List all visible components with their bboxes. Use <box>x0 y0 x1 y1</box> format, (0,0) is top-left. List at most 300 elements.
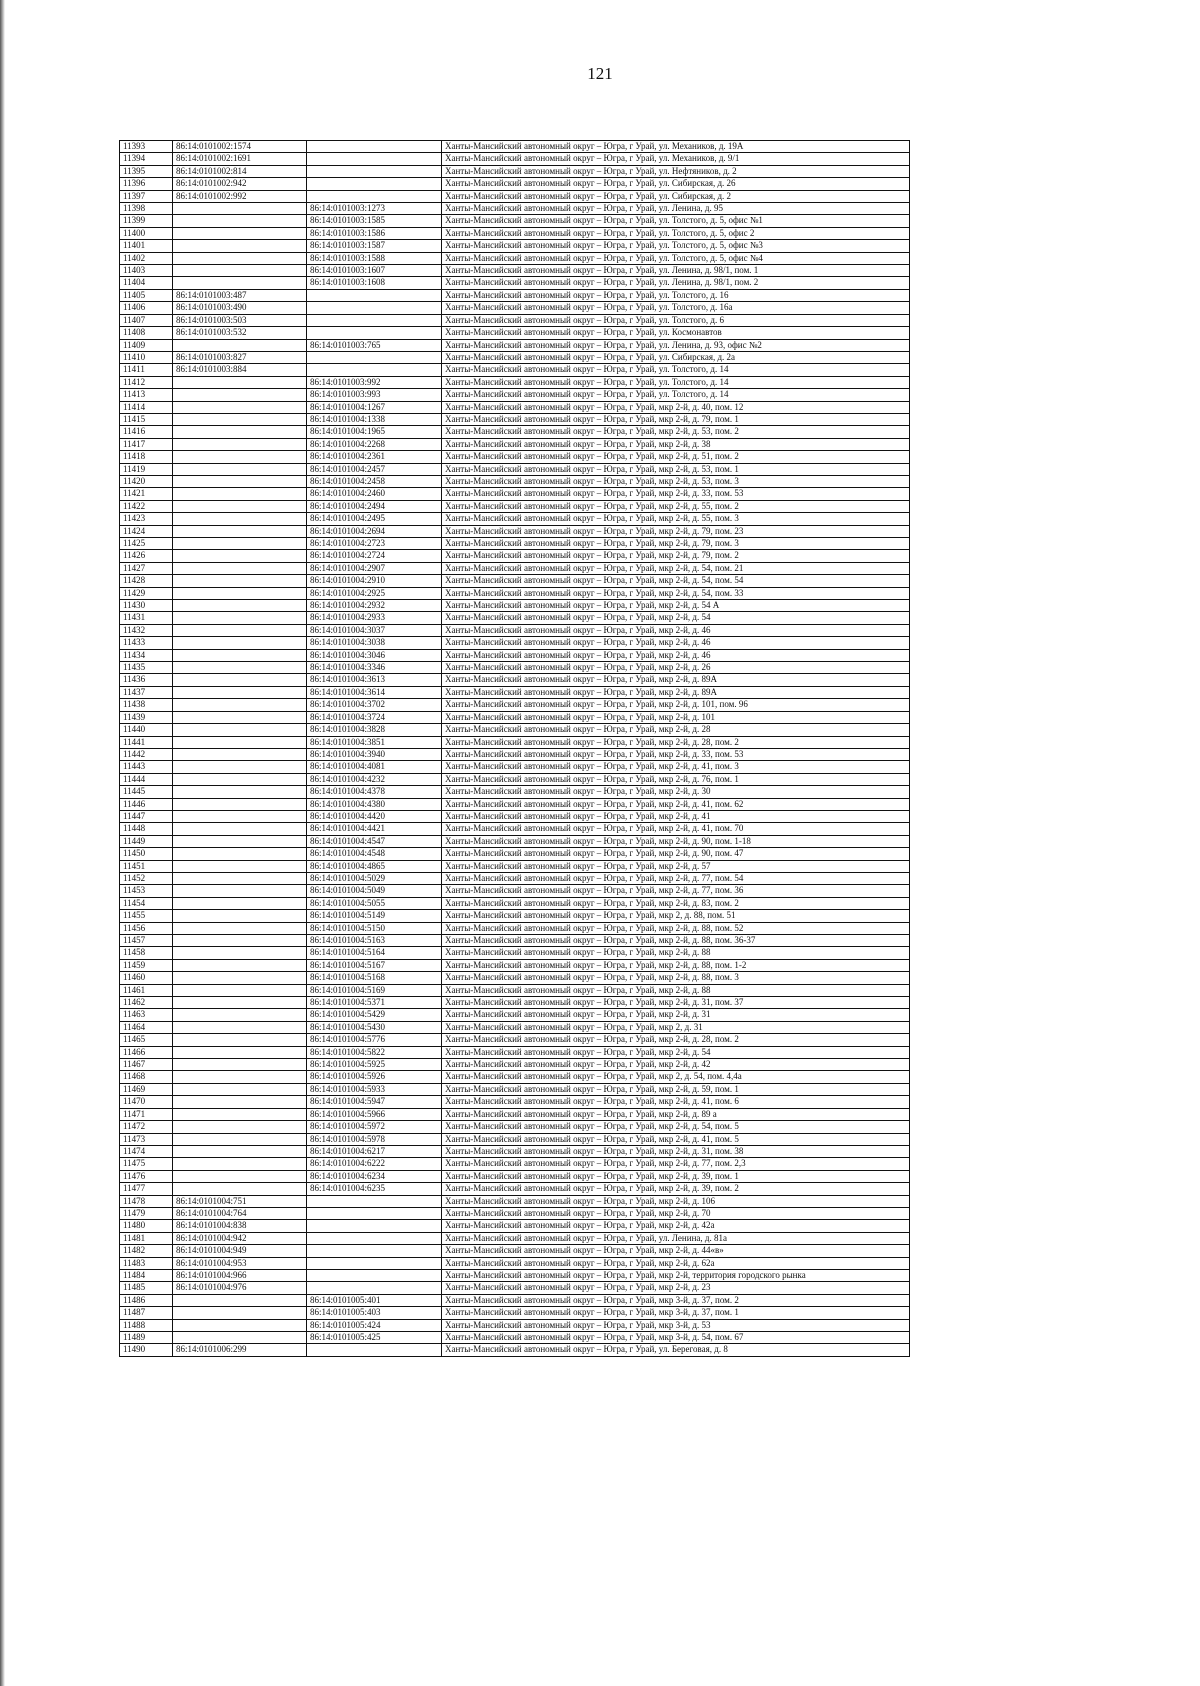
row-number-cell: 11472 <box>120 1121 173 1133</box>
table-row <box>120 389 910 401</box>
row-number-cell: 11486 <box>120 1294 173 1306</box>
row-number-cell: 11415 <box>120 413 173 425</box>
table-row <box>120 959 910 971</box>
table-row <box>120 525 910 537</box>
premises-cadastral-number-cell: 86:14:0101003:1586 <box>307 227 442 239</box>
premises-cadastral-number-cell <box>307 1269 442 1281</box>
row-number-cell: 11424 <box>120 525 173 537</box>
land-cadastral-number-cell: 86:14:0101002:942 <box>173 178 307 190</box>
table-row <box>120 947 910 959</box>
row-number-cell: 11469 <box>120 1083 173 1095</box>
row-number-cell: 11432 <box>120 624 173 636</box>
premises-cadastral-number-cell: 86:14:0101004:5163 <box>307 935 442 947</box>
premises-cadastral-number-cell: 86:14:0101003:1585 <box>307 215 442 227</box>
address-cell: Ханты-Мансийский автономный округ – Югра, г Урай, ул. Толстого, д. 5, офис 2 <box>442 227 910 239</box>
table-row <box>120 327 910 339</box>
land-cadastral-number-cell <box>173 736 307 748</box>
row-number-cell: 11461 <box>120 984 173 996</box>
address-cell: Ханты-Мансийский автономный округ – Югра, г Урай, мкр 2-й, д. 54, пом. 33 <box>442 587 910 599</box>
premises-cadastral-number-cell: 86:14:0101003:1587 <box>307 240 442 252</box>
address-cell: Ханты-Мансийский автономный округ – Югра, г Урай, мкр 2-й, д. 53, пом. 2 <box>442 426 910 438</box>
address-cell: Ханты-Мансийский автономный округ – Югра, г Урай, мкр 2-й, д. 54 <box>442 612 910 624</box>
address-cell: Ханты-Мансийский автономный округ – Югра, г Урай, мкр 2-й, д. 79, пом. 23 <box>442 525 910 537</box>
address-cell: Ханты-Мансийский автономный округ – Югра, г Урай, мкр 2-й, д. 55, пом. 3 <box>442 513 910 525</box>
address-cell: Ханты-Мансийский автономный округ – Югра, г Урай, мкр 2-й, д. 90, пом. 47 <box>442 848 910 860</box>
table-row <box>120 624 910 636</box>
land-cadastral-number-cell <box>173 525 307 537</box>
address-cell: Ханты-Мансийский автономный округ – Югра, г Урай, ул. Толстого, д. 5, офис №4 <box>442 252 910 264</box>
row-number-cell: 11406 <box>120 302 173 314</box>
address-cell: Ханты-Мансийский автономный округ – Югра, г Урай, ул. Толстого, д. 16 <box>442 289 910 301</box>
row-number-cell: 11430 <box>120 600 173 612</box>
address-cell: Ханты-Мансийский автономный округ – Югра, г Урай, мкр 2-й, д. 101, пом. 96 <box>442 699 910 711</box>
address-cell: Ханты-Мансийский автономный округ – Югра, г Урай, мкр 2-й, д. 54, пом. 5 <box>442 1121 910 1133</box>
row-number-cell: 11409 <box>120 339 173 351</box>
address-cell: Ханты-Мансийский автономный округ – Югра, г Урай, мкр 2-й, д. 46 <box>442 624 910 636</box>
premises-cadastral-number-cell <box>307 165 442 177</box>
row-number-cell: 11485 <box>120 1282 173 1294</box>
premises-cadastral-number-cell: 86:14:0101004:5167 <box>307 959 442 971</box>
table-row <box>120 1021 910 1033</box>
land-cadastral-number-cell <box>173 1332 307 1344</box>
table-row <box>120 786 910 798</box>
premises-cadastral-number-cell: 86:14:0101004:4865 <box>307 860 442 872</box>
table-row <box>120 240 910 252</box>
address-cell: Ханты-Мансийский автономный округ – Югра, г Урай, мкр 3-й, д. 53 <box>442 1319 910 1331</box>
row-number-cell: 11483 <box>120 1257 173 1269</box>
premises-cadastral-number-cell <box>307 1257 442 1269</box>
premises-cadastral-number-cell: 86:14:0101004:5164 <box>307 947 442 959</box>
table-row <box>120 364 910 376</box>
table-row <box>120 463 910 475</box>
premises-cadastral-number-cell: 86:14:0101003:1273 <box>307 203 442 215</box>
row-number-cell: 11487 <box>120 1307 173 1319</box>
land-cadastral-number-cell <box>173 500 307 512</box>
row-number-cell: 11460 <box>120 972 173 984</box>
land-cadastral-number-cell <box>173 835 307 847</box>
row-number-cell: 11449 <box>120 835 173 847</box>
row-number-cell: 11473 <box>120 1133 173 1145</box>
address-cell: Ханты-Мансийский автономный округ – Югра, г Урай, мкр 2-й, д. 79, пом. 3 <box>442 538 910 550</box>
table-row <box>120 538 910 550</box>
table-row <box>120 910 910 922</box>
premises-cadastral-number-cell: 86:14:0101004:2910 <box>307 575 442 587</box>
table-row <box>120 1096 910 1108</box>
table-row <box>120 662 910 674</box>
land-cadastral-number-cell <box>173 1071 307 1083</box>
row-number-cell: 11478 <box>120 1195 173 1207</box>
land-cadastral-number-cell <box>173 240 307 252</box>
land-cadastral-number-cell: 86:14:0101004:751 <box>173 1195 307 1207</box>
premises-cadastral-number-cell: 86:14:0101004:5169 <box>307 984 442 996</box>
table-row <box>120 823 910 835</box>
address-cell: Ханты-Мансийский автономный округ – Югра, г Урай, мкр 2-й, д. 39, пом. 1 <box>442 1170 910 1182</box>
address-cell: Ханты-Мансийский автономный округ – Югра, г Урай, мкр 2-й, д. 89 а <box>442 1108 910 1120</box>
table-row <box>120 835 910 847</box>
premises-cadastral-number-cell: 86:14:0101004:2907 <box>307 562 442 574</box>
table-row <box>120 1133 910 1145</box>
premises-cadastral-number-cell: 86:14:0101004:3851 <box>307 736 442 748</box>
address-cell: Ханты-Мансийский автономный округ – Югра, г Урай, мкр 2-й, д. 70 <box>442 1207 910 1219</box>
row-number-cell: 11477 <box>120 1183 173 1195</box>
table-row <box>120 562 910 574</box>
address-cell: Ханты-Мансийский автономный округ – Югра, г Урай, мкр 2-й, д. 88, пом. 52 <box>442 922 910 934</box>
land-cadastral-number-cell: 86:14:0101004:976 <box>173 1282 307 1294</box>
address-cell: Ханты-Мансийский автономный округ – Югра, г Урай, мкр 2-й, д. 88, пом. 1-2 <box>442 959 910 971</box>
row-number-cell: 11396 <box>120 178 173 190</box>
premises-cadastral-number-cell: 86:14:0101004:2495 <box>307 513 442 525</box>
land-cadastral-number-cell <box>173 438 307 450</box>
land-cadastral-number-cell <box>173 786 307 798</box>
table-row <box>120 1170 910 1182</box>
table-row <box>120 488 910 500</box>
table-row <box>120 724 910 736</box>
land-cadastral-number-cell <box>173 637 307 649</box>
premises-cadastral-number-cell: 86:14:0101004:4380 <box>307 798 442 810</box>
address-cell: Ханты-Мансийский автономный округ – Югра, г Урай, мкр 2-й, д. 33, пом. 53 <box>442 748 910 760</box>
premises-cadastral-number-cell <box>307 178 442 190</box>
table-row <box>120 885 910 897</box>
row-number-cell: 11484 <box>120 1269 173 1281</box>
land-cadastral-number-cell: 86:14:0101004:764 <box>173 1207 307 1219</box>
land-cadastral-number-cell <box>173 1145 307 1157</box>
table-row <box>120 500 910 512</box>
land-cadastral-number-cell <box>173 252 307 264</box>
premises-cadastral-number-cell: 86:14:0101004:3828 <box>307 724 442 736</box>
land-cadastral-number-cell <box>173 711 307 723</box>
row-number-cell: 11466 <box>120 1046 173 1058</box>
premises-cadastral-number-cell: 86:14:0101004:5926 <box>307 1071 442 1083</box>
address-cell: Ханты-Мансийский автономный округ – Югра, г Урай, мкр 2-й, д. 83, пом. 2 <box>442 897 910 909</box>
land-cadastral-number-cell <box>173 724 307 736</box>
land-cadastral-number-cell: 86:14:0101004:838 <box>173 1220 307 1232</box>
row-number-cell: 11433 <box>120 637 173 649</box>
address-cell: Ханты-Мансийский автономный округ – Югра, г Урай, мкр 2-й, д. 41, пом. 3 <box>442 761 910 773</box>
premises-cadastral-number-cell: 86:14:0101003:993 <box>307 389 442 401</box>
table-row <box>120 1245 910 1257</box>
row-number-cell: 11456 <box>120 922 173 934</box>
land-cadastral-number-cell <box>173 1108 307 1120</box>
row-number-cell: 11470 <box>120 1096 173 1108</box>
row-number-cell: 11440 <box>120 724 173 736</box>
address-cell: Ханты-Мансийский автономный округ – Югра, г Урай, мкр 3-й, д. 37, пом. 1 <box>442 1307 910 1319</box>
address-cell: Ханты-Мансийский автономный округ – Югра, г Урай, ул. Механиков, д. 19А <box>442 141 910 153</box>
table-row <box>120 848 910 860</box>
row-number-cell: 11436 <box>120 674 173 686</box>
land-cadastral-number-cell <box>173 972 307 984</box>
row-number-cell: 11437 <box>120 686 173 698</box>
table-row <box>120 302 910 314</box>
premises-cadastral-number-cell: 86:14:0101004:3614 <box>307 686 442 698</box>
table-row <box>120 872 910 884</box>
premises-cadastral-number-cell: 86:14:0101004:2932 <box>307 600 442 612</box>
table-row <box>120 314 910 326</box>
address-cell: Ханты-Мансийский автономный округ – Югра, г Урай, ул. Толстого, д. 14 <box>442 389 910 401</box>
table-row <box>120 190 910 202</box>
land-cadastral-number-cell <box>173 947 307 959</box>
land-cadastral-number-cell <box>173 575 307 587</box>
page-number: 121 <box>587 64 613 83</box>
table-row <box>120 1145 910 1157</box>
land-cadastral-number-cell <box>173 1319 307 1331</box>
premises-cadastral-number-cell <box>307 327 442 339</box>
row-number-cell: 11489 <box>120 1332 173 1344</box>
row-number-cell: 11463 <box>120 1009 173 1021</box>
land-cadastral-number-cell <box>173 624 307 636</box>
table-row <box>120 203 910 215</box>
land-cadastral-number-cell <box>173 475 307 487</box>
premises-cadastral-number-cell: 86:14:0101004:4378 <box>307 786 442 798</box>
address-cell: Ханты-Мансийский автономный округ – Югра, г Урай, мкр 2-й, д. 41, пом. 70 <box>442 823 910 835</box>
land-cadastral-number-cell <box>173 922 307 934</box>
address-cell: Ханты-Мансийский автономный округ – Югра, г Урай, ул. Ленина, д. 95 <box>442 203 910 215</box>
table-row <box>120 351 910 363</box>
address-cell: Ханты-Мансийский автономный округ – Югра, г Урай, мкр 3-й, д. 37, пом. 2 <box>442 1294 910 1306</box>
premises-cadastral-number-cell: 86:14:0101004:4081 <box>307 761 442 773</box>
premises-cadastral-number-cell: 86:14:0101003:765 <box>307 339 442 351</box>
table-row <box>120 748 910 760</box>
address-cell: Ханты-Мансийский автономный округ – Югра, г Урай, мкр 2-й, д. 38 <box>442 438 910 450</box>
table-row <box>120 1183 910 1195</box>
table-row <box>120 1009 910 1021</box>
land-cadastral-number-cell <box>173 376 307 388</box>
address-cell: Ханты-Мансийский автономный округ – Югра, г Урай, ул. Ленина, д. 98/1, пом. 1 <box>442 265 910 277</box>
land-cadastral-number-cell <box>173 389 307 401</box>
table-row <box>120 1059 910 1071</box>
table-row <box>120 1046 910 1058</box>
premises-cadastral-number-cell: 86:14:0101004:5978 <box>307 1133 442 1145</box>
address-cell: Ханты-Мансийский автономный округ – Югра, г Урай, мкр 2-й, д. 59, пом. 1 <box>442 1083 910 1095</box>
premises-cadastral-number-cell: 86:14:0101004:3724 <box>307 711 442 723</box>
table-row <box>120 1294 910 1306</box>
row-number-cell: 11393 <box>120 141 173 153</box>
address-cell: Ханты-Мансийский автономный округ – Югра, г Урай, мкр 2-й, д. 55, пом. 2 <box>442 500 910 512</box>
row-number-cell: 11476 <box>120 1170 173 1182</box>
table-row <box>120 339 910 351</box>
premises-cadastral-number-cell: 86:14:0101004:4420 <box>307 810 442 822</box>
table-row <box>120 141 910 153</box>
land-cadastral-number-cell: 86:14:0101003:490 <box>173 302 307 314</box>
land-cadastral-number-cell <box>173 1294 307 1306</box>
row-number-cell: 11459 <box>120 959 173 971</box>
row-number-cell: 11404 <box>120 277 173 289</box>
premises-cadastral-number-cell: 86:14:0101004:6235 <box>307 1183 442 1195</box>
premises-cadastral-number-cell <box>307 364 442 376</box>
table-row <box>120 277 910 289</box>
row-number-cell: 11402 <box>120 252 173 264</box>
row-number-cell: 11405 <box>120 289 173 301</box>
premises-cadastral-number-cell: 86:14:0101004:5055 <box>307 897 442 909</box>
table-row <box>120 1307 910 1319</box>
land-cadastral-number-cell <box>173 587 307 599</box>
address-cell: Ханты-Мансийский автономный округ – Югра, г Урай, мкр 2, д. 54, пом. 4,4а <box>442 1071 910 1083</box>
land-cadastral-number-cell <box>173 1183 307 1195</box>
land-cadastral-number-cell <box>173 699 307 711</box>
table-row <box>120 1344 910 1356</box>
land-cadastral-number-cell <box>173 426 307 438</box>
land-cadastral-number-cell <box>173 674 307 686</box>
table-row <box>120 997 910 1009</box>
table-row <box>120 401 910 413</box>
address-cell: Ханты-Мансийский автономный округ – Югра, г Урай, мкр 2-й, д. 28, пом. 2 <box>442 1034 910 1046</box>
land-cadastral-number-cell <box>173 686 307 698</box>
address-cell: Ханты-Мансийский автономный округ – Югра, г Урай, мкр 2-й, д. 90, пом. 1-18 <box>442 835 910 847</box>
premises-cadastral-number-cell: 86:14:0101004:2460 <box>307 488 442 500</box>
land-cadastral-number-cell: 86:14:0101004:953 <box>173 1257 307 1269</box>
row-number-cell: 11442 <box>120 748 173 760</box>
address-cell: Ханты-Мансийский автономный округ – Югра, г Урай, ул. Сибирская, д. 2 <box>442 190 910 202</box>
premises-cadastral-number-cell: 86:14:0101004:6222 <box>307 1158 442 1170</box>
row-number-cell: 11448 <box>120 823 173 835</box>
land-cadastral-number-cell: 86:14:0101002:1574 <box>173 141 307 153</box>
premises-cadastral-number-cell: 86:14:0101004:5966 <box>307 1108 442 1120</box>
address-cell: Ханты-Мансийский автономный округ – Югра, г Урай, мкр 2-й, д. 41 <box>442 810 910 822</box>
premises-cadastral-number-cell: 86:14:0101004:4548 <box>307 848 442 860</box>
row-number-cell: 11431 <box>120 612 173 624</box>
address-cell: Ханты-Мансийский автономный округ – Югра, г Урай, мкр 2-й, д. 40, пом. 12 <box>442 401 910 413</box>
premises-cadastral-number-cell <box>307 351 442 363</box>
table-row <box>120 1121 910 1133</box>
row-number-cell: 11412 <box>120 376 173 388</box>
table-row <box>120 1332 910 1344</box>
row-number-cell: 11438 <box>120 699 173 711</box>
table-row <box>120 587 910 599</box>
address-cell: Ханты-Мансийский автономный округ – Югра, г Урай, мкр 2-й, д. 42 <box>442 1059 910 1071</box>
land-cadastral-number-cell: 86:14:0101003:503 <box>173 314 307 326</box>
row-number-cell: 11482 <box>120 1245 173 1257</box>
row-number-cell: 11400 <box>120 227 173 239</box>
address-cell: Ханты-Мансийский автономный округ – Югра, г Урай, мкр 2-й, д. 88 <box>442 947 910 959</box>
land-cadastral-number-cell <box>173 885 307 897</box>
premises-cadastral-number-cell <box>307 1195 442 1207</box>
address-cell: Ханты-Мансийский автономный округ – Югра, г Урай, мкр 2-й, д. 88, пом. 3 <box>442 972 910 984</box>
address-cell: Ханты-Мансийский автономный округ – Югра, г Урай, ул. Сибирская, д. 26 <box>442 178 910 190</box>
premises-cadastral-number-cell: 86:14:0101004:2933 <box>307 612 442 624</box>
address-cell: Ханты-Мансийский автономный округ – Югра, г Урай, мкр 2-й, д. 54 <box>442 1046 910 1058</box>
address-cell: Ханты-Мансийский автономный округ – Югра, г Урай, мкр 2-й, д. 62а <box>442 1257 910 1269</box>
premises-cadastral-number-cell: 86:14:0101004:2458 <box>307 475 442 487</box>
land-cadastral-number-cell: 86:14:0101002:814 <box>173 165 307 177</box>
row-number-cell: 11407 <box>120 314 173 326</box>
land-cadastral-number-cell <box>173 562 307 574</box>
row-number-cell: 11481 <box>120 1232 173 1244</box>
address-cell: Ханты-Мансийский автономный округ – Югра, г Урай, мкр 2-й, д. 51, пом. 2 <box>442 451 910 463</box>
address-cell: Ханты-Мансийский автономный округ – Югра, г Урай, ул. Сибирская, д. 2а <box>442 351 910 363</box>
land-cadastral-number-cell <box>173 277 307 289</box>
table-row <box>120 252 910 264</box>
row-number-cell: 11422 <box>120 500 173 512</box>
premises-cadastral-number-cell: 86:14:0101004:3038 <box>307 637 442 649</box>
premises-cadastral-number-cell: 86:14:0101004:5029 <box>307 872 442 884</box>
row-number-cell: 11471 <box>120 1108 173 1120</box>
row-number-cell: 11447 <box>120 810 173 822</box>
premises-cadastral-number-cell: 86:14:0101004:2457 <box>307 463 442 475</box>
address-cell: Ханты-Мансийский автономный округ – Югра, г Урай, мкр 2-й, д. 28, пом. 2 <box>442 736 910 748</box>
land-cadastral-number-cell <box>173 1170 307 1182</box>
land-cadastral-number-cell <box>173 513 307 525</box>
land-cadastral-number-cell <box>173 860 307 872</box>
premises-cadastral-number-cell <box>307 1220 442 1232</box>
land-cadastral-number-cell <box>173 773 307 785</box>
land-cadastral-number-cell <box>173 612 307 624</box>
table-row <box>120 935 910 947</box>
premises-cadastral-number-cell: 86:14:0101004:5150 <box>307 922 442 934</box>
land-cadastral-number-cell <box>173 550 307 562</box>
address-cell: Ханты-Мансийский автономный округ – Югра, г Урай, мкр 2-й, д. 79, пом. 2 <box>442 550 910 562</box>
land-cadastral-number-cell <box>173 848 307 860</box>
table-row <box>120 426 910 438</box>
row-number-cell: 11418 <box>120 451 173 463</box>
land-cadastral-number-cell <box>173 959 307 971</box>
land-cadastral-number-cell <box>173 997 307 1009</box>
row-number-cell: 11420 <box>120 475 173 487</box>
table-row <box>120 1083 910 1095</box>
address-cell: Ханты-Мансийский автономный округ – Югра, г Урай, мкр 2-й, д. 89А <box>442 674 910 686</box>
table-row <box>120 637 910 649</box>
premises-cadastral-number-cell: 86:14:0101004:2925 <box>307 587 442 599</box>
address-cell: Ханты-Мансийский автономный округ – Югра, г Урай, мкр 2-й, д. 106 <box>442 1195 910 1207</box>
land-cadastral-number-cell <box>173 761 307 773</box>
table-row <box>120 513 910 525</box>
table-row <box>120 1108 910 1120</box>
address-cell: Ханты-Мансийский автономный округ – Югра, г Урай, ул. Космонавтов <box>442 327 910 339</box>
address-cell: Ханты-Мансийский автономный округ – Югра, г Урай, мкр 2-й, д. 41, пом. 6 <box>442 1096 910 1108</box>
table-row <box>120 215 910 227</box>
row-number-cell: 11458 <box>120 947 173 959</box>
land-cadastral-number-cell <box>173 798 307 810</box>
land-cadastral-number-cell <box>173 215 307 227</box>
premises-cadastral-number-cell <box>307 1207 442 1219</box>
address-cell: Ханты-Мансийский автономный округ – Югра, г Урай, мкр 2-й, д. 76, пом. 1 <box>442 773 910 785</box>
address-cell: Ханты-Мансийский автономный округ – Югра, г Урай, мкр 2-й, д. 54 А <box>442 600 910 612</box>
address-cell: Ханты-Мансийский автономный округ – Югра, г Урай, мкр 2-й, д. 31, пом. 38 <box>442 1145 910 1157</box>
row-number-cell: 11429 <box>120 587 173 599</box>
address-cell: Ханты-Мансийский автономный округ – Югра, г Урай, мкр 2-й, д. 46 <box>442 637 910 649</box>
table-row <box>120 1319 910 1331</box>
table-row <box>120 1158 910 1170</box>
address-cell: Ханты-Мансийский автономный округ – Югра, г Урай, мкр 2-й, д. 31, пом. 37 <box>442 997 910 1009</box>
land-cadastral-number-cell <box>173 401 307 413</box>
premises-cadastral-number-cell <box>307 153 442 165</box>
row-number-cell: 11410 <box>120 351 173 363</box>
row-number-cell: 11435 <box>120 662 173 674</box>
address-cell: Ханты-Мансийский автономный округ – Югра, г Урай, мкр 2-й, д. 53, пом. 3 <box>442 475 910 487</box>
premises-cadastral-number-cell: 86:14:0101003:1588 <box>307 252 442 264</box>
address-cell: Ханты-Мансийский автономный округ – Югра, г Урай, мкр 3-й, д. 54, пом. 67 <box>442 1332 910 1344</box>
land-cadastral-number-cell <box>173 538 307 550</box>
land-cadastral-number-cell: 86:14:0101004:949 <box>173 1245 307 1257</box>
land-cadastral-number-cell <box>173 1021 307 1033</box>
table-row <box>120 413 910 425</box>
table-row <box>120 984 910 996</box>
table-row <box>120 227 910 239</box>
address-cell: Ханты-Мансийский автономный округ – Югра, г Урай, мкр 2-й, д. 79, пом. 1 <box>442 413 910 425</box>
row-number-cell: 11443 <box>120 761 173 773</box>
row-number-cell: 11451 <box>120 860 173 872</box>
row-number-cell: 11403 <box>120 265 173 277</box>
premises-cadastral-number-cell <box>307 1344 442 1356</box>
property-table <box>119 140 910 1357</box>
land-cadastral-number-cell <box>173 1307 307 1319</box>
land-cadastral-number-cell <box>173 600 307 612</box>
premises-cadastral-number-cell: 86:14:0101004:3037 <box>307 624 442 636</box>
premises-cadastral-number-cell: 86:14:0101004:2361 <box>307 451 442 463</box>
premises-cadastral-number-cell: 86:14:0101004:3940 <box>307 748 442 760</box>
address-cell: Ханты-Мансийский автономный округ – Югра, г Урай, мкр 2, д. 88, пом. 51 <box>442 910 910 922</box>
address-cell: Ханты-Мансийский автономный округ – Югра, г Урай, ул. Толстого, д. 5, офис №3 <box>442 240 910 252</box>
address-cell: Ханты-Мансийский автономный округ – Югра, г Урай, ул. Ленина, д. 93, офис №2 <box>442 339 910 351</box>
premises-cadastral-number-cell: 86:14:0101004:2268 <box>307 438 442 450</box>
